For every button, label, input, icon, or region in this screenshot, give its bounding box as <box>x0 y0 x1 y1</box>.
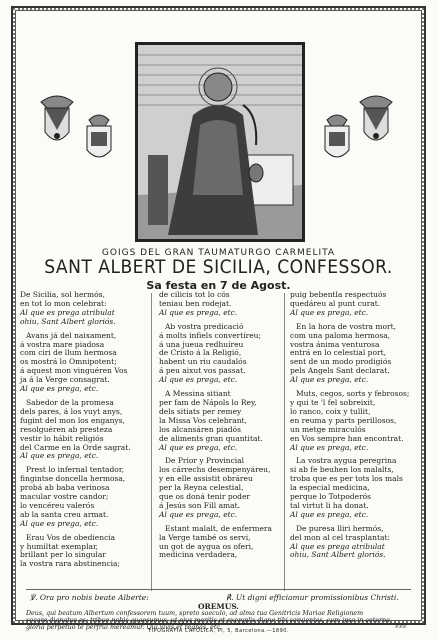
verse-line: sent de un modo prodigiós <box>290 357 392 367</box>
prayer-line: Deus, qui beatum Albertum confessorem tuum, spreto saeculo, ad alma tua Genitricis Mariae Religionem <box>26 610 364 617</box>
stanza <box>159 291 285 318</box>
verse-line: com ciri de llum hermosa <box>20 348 117 358</box>
stanza <box>290 291 416 318</box>
verse-line: A Messina sitiant <box>165 389 231 399</box>
verse-line: del Carme en la Orde sagrat. <box>20 442 131 452</box>
verse-line: y qui te 'l fel sobreixit, <box>290 397 376 407</box>
response: ℟. Ut digni efficiamur promissionibus Christi. <box>226 593 399 602</box>
feast-date: Sa festa en 7 de Agost. <box>146 279 291 292</box>
verse-line: probá ab baba verinosa <box>20 483 110 493</box>
column-divider <box>284 293 285 591</box>
stanza <box>20 332 146 394</box>
prayer-line: vocare dignatus es: tribue nobis quaesumus, ut ejus meritis et exemplis digne tibi servientes, cum ipso in aeterna <box>26 617 390 625</box>
verse-line: los alcansáren piadós <box>159 424 241 434</box>
stanza <box>159 457 285 519</box>
verse-line: Al que es prega, etc. <box>159 509 238 519</box>
verse-line: á peu aixut vos passat. <box>159 366 246 376</box>
verse-line: medicina verdadera, <box>159 550 238 560</box>
page-title: SANT ALBERT DE SICILIA, CONFESSOR. <box>44 256 393 278</box>
stanza <box>159 323 285 385</box>
verse-line: si ab fe beuhen los malalts, <box>290 465 394 475</box>
verse-line: la Verge també os servi, <box>159 532 251 542</box>
carmelite-arms-right <box>356 92 396 152</box>
verse-line: dels sitiats per remey <box>159 406 242 416</box>
printer-imprint: TIPOGRAFÍA CATÓLICA, Pí, 5, Barcelona.—1890. <box>147 628 290 634</box>
verse-line: en Vos sempre han encontrat. <box>290 433 404 443</box>
crest-left <box>79 108 119 168</box>
verse-line: fingintse doncella hermosa, <box>20 474 126 484</box>
stanza <box>20 399 146 461</box>
verse-line: Al que es prega, etc. <box>159 375 238 385</box>
stanza <box>159 390 285 452</box>
prayer-line: gloria perpetuo te perfrui mereamur. Qui vivis et regnas, etc. <box>26 624 222 632</box>
saint-engraving <box>135 42 305 242</box>
verse-line: Al que es prega, etc. <box>20 451 99 461</box>
crest-right <box>317 108 357 168</box>
divider-line <box>26 589 411 590</box>
verse-column-1 <box>20 291 146 574</box>
verse-line: resolguéren ab presteza <box>20 424 113 434</box>
verse-line: los cárrechs desempenyáreu, <box>159 465 271 475</box>
verse-line: Al que es prega, etc. <box>20 518 99 528</box>
verse-column-2 <box>159 291 285 565</box>
verse-line: á molts infiels convertíreu; <box>159 330 262 340</box>
oremus-heading: OREMUS. <box>197 602 240 611</box>
verse-line: ab la santa creu armat. <box>20 509 109 519</box>
verse-line: De puresa lliri hermós, <box>296 523 384 533</box>
verse-line: per fam de Nápols lo Rey, <box>159 397 257 407</box>
verse-line: macular vostre candor; <box>20 492 109 502</box>
verse-line: á vostra mare piadosa <box>20 339 105 349</box>
verse-line: Al que es prega, etc. <box>290 375 369 385</box>
verse-line: vostra ánima venturosa <box>290 339 380 349</box>
verse-line: la Missa Vos celebrant, <box>159 415 247 425</box>
verse-line: De Sicilia, sol hermós, <box>20 290 105 299</box>
verse-line: lo vencéreu valerós <box>20 500 95 510</box>
verse-line: ohiu, Sant Albert gloriós. <box>290 550 386 560</box>
stanza <box>159 525 285 561</box>
verse-line: Al que es prega, etc. <box>159 442 238 452</box>
verse-line: Erau Vos de obediencia <box>26 532 116 542</box>
verse-line: Al que es prega, etc. <box>290 307 369 317</box>
verse-line: entrá en lo celestial port, <box>290 348 386 358</box>
verse-line: os mostrá lo Omnipotent; <box>20 357 117 367</box>
verse-line: ja á la Verge consagrat. <box>20 375 110 385</box>
verse-line: En la hora de vostra mort, <box>296 321 397 331</box>
verse-line: puig bebentla respectuós <box>290 290 387 299</box>
verse-line: lo ranco, coix y tullit, <box>290 406 371 416</box>
stanza <box>20 534 146 570</box>
verse-line: Ab vostra predicació <box>165 321 244 331</box>
verse-line: un got de aygua os oferi, <box>159 541 254 551</box>
verse-line: del mon al cel trasplantat: <box>290 532 390 542</box>
verse-line: á Jesús son Fill amat. <box>159 500 241 510</box>
verse-line: vestir lo hábit religiós <box>20 433 104 443</box>
verse-line: pels Angels Sant declarat. <box>290 366 390 376</box>
verse-line: en reuma y parts perillosos, <box>290 415 397 425</box>
stanza <box>20 466 146 528</box>
verse-line: la especial medicina, <box>290 483 370 493</box>
verse-line: Al que es prega, etc. <box>159 307 238 317</box>
column-divider <box>151 293 152 591</box>
verse-line: brillant per lo singular <box>20 550 106 560</box>
verse-line: y humiltat exemplar, <box>20 541 99 551</box>
stanza <box>290 525 416 561</box>
verse-line: habent un riu caudalós <box>159 357 247 367</box>
verse-line: Al que es prega, etc. <box>290 442 369 452</box>
stanza <box>20 291 146 327</box>
stanza <box>290 323 416 385</box>
verse-line: quedáreu al punt curat. <box>290 298 381 308</box>
verse-line: de cilicis tot lo cós <box>159 290 230 299</box>
verses-area <box>18 291 419 591</box>
verse-line: tal virtut li ha donat. <box>290 500 369 510</box>
verse-line: com una paloma hermosa, <box>290 330 391 340</box>
verse-column-3 <box>290 291 416 565</box>
verse-line: Al que es prega, etc. <box>290 509 369 519</box>
verse-line: á aquest mon vinguéren Vos <box>20 366 128 376</box>
verse-line: troba que es per tots los mals <box>290 474 403 484</box>
stanza <box>290 457 416 519</box>
verse-line: en tot lo mon celebrat: <box>20 298 107 308</box>
verse-line: La vostra aygua peregrina <box>296 456 397 466</box>
verse-line: Estant malalt, de enfermera <box>165 523 272 533</box>
verse-line: á una jueua redhuíreu <box>159 339 244 349</box>
verse-line: de Cristo á la Religió, <box>159 348 242 358</box>
verse-line: Avans já del naixament, <box>26 330 117 340</box>
carmelite-arms-left <box>37 92 77 152</box>
verse-line: per la Reyna celestial, <box>159 483 244 493</box>
verse-line: que os doná tenir poder <box>159 492 250 502</box>
verse-line: y en elle assistit obráreu <box>159 474 253 484</box>
verse-line: dels pares, á los vuyt anys, <box>20 406 123 416</box>
verse-line: Sabedor de la promesa <box>26 397 114 407</box>
verse-line: Al que es prega, etc. <box>20 384 99 394</box>
versicle: ℣. Ora pro nobis beate Alberte: <box>30 593 149 602</box>
verse-line: ohiu, Sant Albert gloriós. <box>20 316 116 326</box>
verse-line: Al que es prega atribulat <box>20 307 115 317</box>
verse-line: un metge miraculós <box>290 424 366 434</box>
stanza <box>290 390 416 452</box>
printer-initials: P.P.P. <box>395 624 407 630</box>
verse-line: teniau ben rodejat. <box>159 298 232 308</box>
verse-line: fugint del mon los enganys, <box>20 415 125 425</box>
verse-line: perque lo Totpoderós <box>290 492 372 502</box>
verse-line: Prest lo infernal tentador, <box>26 465 124 475</box>
verse-line: De Prior y Provincial <box>165 456 245 466</box>
goigs-subtitle: GOIGS DEL GRAN TAUMATURGO CARMELITA <box>101 248 336 258</box>
verse-line: Al que es prega atribulat <box>290 541 385 551</box>
verse-line: la vostra rara abstinencia; <box>20 559 121 569</box>
verse-line: Muts, cegos, sorts y febrosos; <box>296 389 410 399</box>
verse-line: de aliments gran quantitat. <box>159 433 263 443</box>
